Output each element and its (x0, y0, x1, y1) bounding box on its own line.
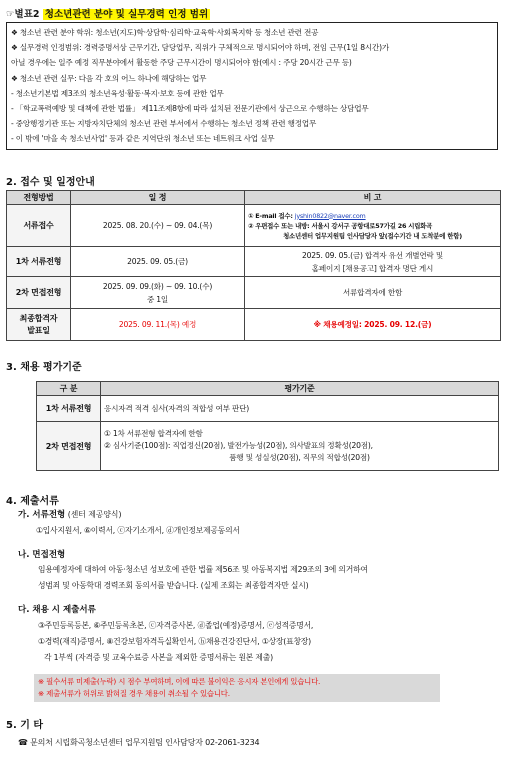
subsection-title (18, 508, 121, 520)
note-line: ② 우편접수 또는 내방: 서울시 강서구 공항대로57가길 26 시립화곡 (248, 221, 433, 230)
annex-prefix: ☞별표2 (6, 9, 43, 20)
criteria-line: 아닐 경우에는 일주 예정 직무분야에서 활동한 주당 근무시간이 명시되어야 함(예시 : 주당 20시간 근무 등) (11, 58, 352, 67)
subsection-title: 다. 채용 시 제출서류 (18, 605, 96, 615)
criteria-line: - 「학교폭력예방 및 대책에 관한 법률」 제11조제8항에 따라 설치된 전문기관에서 상근으로 수행하는 상담업무 (11, 104, 369, 113)
warning-line: ※ 필수서류 미제출(누락) 시 점수 부여하며, 이에 따른 불이익은 응시자 본인에게 있습니다. (38, 677, 321, 686)
table-row (7, 277, 501, 309)
section-title: 3. 채용 평가기준 (6, 362, 82, 373)
section-title: 2. 접수 및 일정안내 (6, 177, 95, 188)
label-line: 발표일 (27, 325, 50, 335)
row-label: 1차 서류전형 (37, 396, 101, 422)
warning-line: ※ 제출서류가 허위로 밝혀질 경우 채용이 취소될 수 있습니다. (38, 689, 230, 698)
row-label (7, 309, 71, 341)
schedule-note (245, 247, 501, 277)
schedule-date (71, 277, 245, 309)
document-list: ①입사지원서, ⑥이력서, ⓒ자기소개서, ⓓ개인정보제공동의서 (36, 526, 240, 535)
row-label: 1차 서류전형 (7, 247, 71, 277)
table-row (7, 247, 501, 277)
criteria-line: - 중앙행정기관 또는 지방자치단체의 청소년 관련 부서에서 수행하는 청소년 정책 관련 행정업무 (11, 119, 317, 128)
schedule-table (6, 190, 501, 341)
table-row (7, 205, 501, 247)
schedule-note: ※ 채용예정일: 2025. 09. 12.(금) (245, 309, 501, 341)
label-line: 최종합격자 (19, 313, 58, 323)
subsection-title: 나. 면접전형 (18, 550, 66, 560)
subsection-note: (센터 제공양식) (65, 510, 122, 519)
criteria-box (6, 22, 498, 150)
schedule-note (245, 205, 501, 247)
schedule-note: 서류합격자에 한함 (245, 277, 501, 309)
criteria-text (101, 422, 499, 471)
table-row (37, 396, 499, 422)
criteria-line: ❖ 청소년 관련 분야 학위: 청소년(지도)학·상담학·심리학·교육학·사회복지학 등 청소년 관련 전공 (11, 28, 319, 37)
column-header: 평가기준 (101, 382, 499, 396)
subsection-label: 가. 서류전형 (18, 510, 66, 520)
criteria-line: - 이 밖에 '마을 속 청소년사업' 등과 같은 지역단위 청소년 또는 네트워크 사업 실무 (11, 134, 275, 143)
column-header: 전형방법 (7, 191, 71, 205)
criteria-line: ❖ 실무경력 인정범위: 경력증명서상 근무기간, 담당업무, 직위가 구체적으로 명시되어야 하며, 전임 근무(1일 8시간)가 (11, 43, 390, 52)
contact-info: ☎ 문의처 시립화곡청소년센터 업무지원팀 인사담당자 02-2061-3234 (18, 738, 260, 747)
evaluation-table (36, 381, 499, 471)
note-line: 청소년센터 업무지원팀 인사담당자 앞(접수기간 내 도착분에 한함) (283, 231, 462, 240)
table-row (7, 309, 501, 341)
date-line: 2025. 09. 09.(화) ~ 09. 10.(수) (102, 281, 213, 291)
email-link[interactable]: jyshin0822@naver.com (294, 211, 366, 220)
document-list: ①경력(재직)증명서, ⑧건강보험자격득실확인서, ⓗ채용건강진단서, ①상장(표창장) (38, 637, 311, 646)
column-header: 일 정 (71, 191, 245, 205)
column-header: 구 분 (37, 382, 101, 396)
email-label: ① E-mail 접수: (248, 211, 295, 220)
criteria-line: ① 1차 서류전형 합격자에 한함 (104, 429, 203, 438)
schedule-date: 2025. 08. 20.(수) ~ 09. 04.(목) (71, 205, 245, 247)
schedule-date: 2025. 09. 11.(목) 예정 (71, 309, 245, 341)
table-row (37, 422, 499, 471)
column-header: 비 고 (245, 191, 501, 205)
criteria-line: - 청소년기본법 제3조의 청소년육성·활동·복지·보호 등에 관한 업무 (11, 89, 224, 98)
section-title: 4. 제출서류 (6, 496, 59, 507)
schedule-date: 2025. 09. 05.(금) (71, 247, 245, 277)
note-line: 2025. 09. 05.(금) 합격자 유선 개별연락 및 (302, 250, 443, 260)
row-label: 서류접수 (7, 205, 71, 247)
section-title: 5. 기 타 (6, 720, 44, 731)
annex-title-text: 청소년관련 분야 및 실무경력 인정 범위 (44, 9, 209, 20)
date-line: 중 1일 (146, 294, 169, 304)
note-line: 홈페이지 [채용공고] 합격자 명단 게시 (311, 263, 434, 273)
warning-box (34, 674, 440, 702)
annex-title (6, 6, 210, 20)
criteria-text: 응시자격 적격 심사(자격의 적합성 여부 판단) (101, 396, 499, 422)
body-text: 성범죄 및 아동학대 경력조회 동의서를 받습니다. (실제 조회는 최종합격자만 실시) (38, 581, 309, 590)
criteria-line: 품행 및 성실성(20점), 직무의 적합성(20점) (229, 453, 370, 462)
criteria-line: ❖ 청소년 관련 실무: 다음 각 호의 어느 하나에 해당하는 업무 (11, 74, 207, 83)
row-label: 2차 면접전형 (37, 422, 101, 471)
document-note: 각 1부씩 (자격증 및 교육수료증 사본을 제외한 증명서류는 원본 제출) (44, 653, 273, 662)
body-text: 임용예정자에 대하여 아동·청소년 성보호에 관한 법률 제56조 및 아동복지법 제29조의 3에 의거하여 (38, 565, 368, 574)
document-list: ③주민등록등본, ⑥주민등록초본, ⓒ자격증사본, ⓓ졸업(예정)증명서, ⓔ성적증명서, (38, 621, 314, 630)
row-label: 2차 면접전형 (7, 277, 71, 309)
criteria-line: ② 심사기준(100점): 직업정신(20점), 발전가능성(20점), 의사발표의 정확성(20점), (104, 441, 373, 450)
